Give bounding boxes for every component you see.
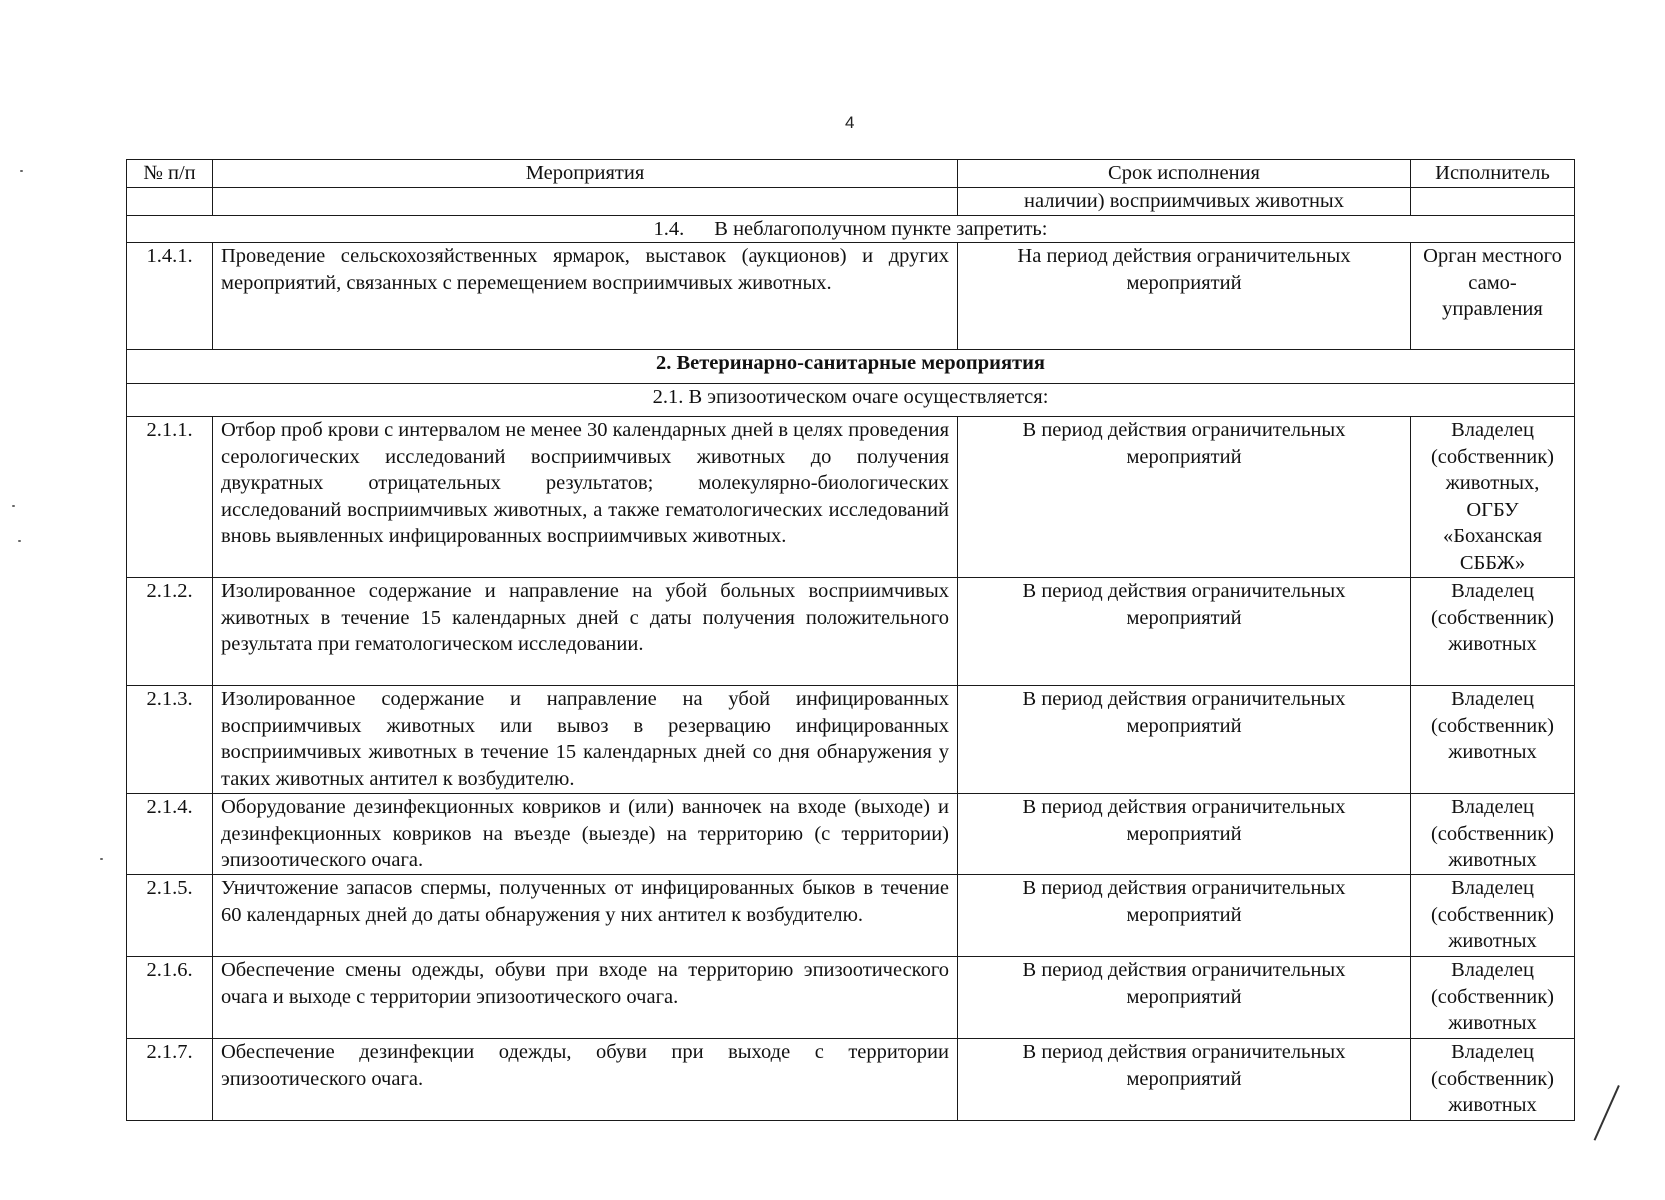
- row-executor: Владелец (собственник) животных, ОГБУ «Боханская СББЖ»: [1411, 417, 1575, 578]
- page-number: 4: [845, 113, 855, 132]
- row-term: В период действия ограничительных мероприятий: [958, 875, 1411, 957]
- measures-table: [126, 159, 1575, 1121]
- row-executor: Владелец (собственник) животных: [1411, 875, 1575, 957]
- row-executor: Владелец (собственник) животных: [1411, 578, 1575, 686]
- row-term: В период действия ограничительных мероприятий: [958, 578, 1411, 686]
- scan-speck: [100, 858, 103, 860]
- table-row: [127, 875, 1575, 957]
- row-executor: Орган местного само-управления: [1411, 243, 1575, 350]
- table-row: [127, 686, 1575, 794]
- row-number: 2.1.2.: [127, 578, 213, 686]
- row-number: 2.1.5.: [127, 875, 213, 957]
- section-1-4-row: [127, 215, 1575, 243]
- row-number: 2.1.7.: [127, 1039, 213, 1121]
- row-executor: Владелец (собственник) животных: [1411, 1039, 1575, 1121]
- row-number: 2.1.4.: [127, 794, 213, 875]
- row-number: 1.4.1.: [127, 243, 213, 350]
- row-activity: Обеспечение смены одежды, обуви при входе на территорию эпизоотического очага и выходе с территории эпизоотического очага.: [213, 957, 958, 1039]
- table-row: [127, 417, 1575, 578]
- section-2-row: [127, 350, 1575, 384]
- header-num: № п/п: [127, 160, 213, 188]
- section-2-1-heading: 2.1. В эпизоотическом очаге осуществляется:: [127, 384, 1575, 417]
- continuation-row: [127, 188, 1575, 216]
- row-executor: Владелец (собственник) животных: [1411, 686, 1575, 794]
- table-row: [127, 1039, 1575, 1121]
- row-term: На период действия ограничительных мероприятий: [958, 243, 1411, 350]
- table-row: [127, 578, 1575, 686]
- section-1-4-number: 1.4.: [653, 217, 685, 240]
- continuation-term: наличии) восприимчивых животных: [958, 188, 1411, 216]
- table-header-row: [127, 160, 1575, 188]
- continuation-executor-cell: [1411, 188, 1575, 216]
- row-activity: Уничтожение запасов спермы, полученных от инфицированных быков в течение 60 календарных дней до даты обнаружения у них антител к возбудителю.: [213, 875, 958, 957]
- scan-speck: [20, 170, 23, 172]
- section-1-4-title: В неблагополучном пункте запретить:: [714, 217, 1048, 240]
- table-row: [127, 794, 1575, 875]
- section-1-4-heading: [127, 215, 1575, 243]
- row-activity: Отбор проб крови с интервалом не менее 30 календарных дней в целях проведения серологических исследований восприимчивых животных до получения двукратных отрицательных результатов; молекулярно-биологических исследований восприимчивых животных, а также гематологических исследований вновь выявленных инфицированных восприимчивых животных.: [213, 417, 958, 578]
- section-2-heading: 2. Ветеринарно-санитарные мероприятия: [127, 350, 1575, 384]
- continuation-num-cell: [127, 188, 213, 216]
- table-row: [127, 957, 1575, 1039]
- continuation-activity-cell: [213, 188, 958, 216]
- pen-stroke-mark: [1594, 1085, 1620, 1141]
- row-activity: Изолированное содержание и направление на убой инфицированных восприимчивых животных или вывоз в резервацию инфицированных восприимчивых животных в течение 15 календарных дней со дня обнаружения у таких животных антител к возбудителю.: [213, 686, 958, 794]
- row-number: 2.1.1.: [127, 417, 213, 578]
- header-activity: Мероприятия: [213, 160, 958, 188]
- row-activity: Оборудование дезинфекционных ковриков и (или) ванночек на входе (выходе) и дезинфекционных ковриков на въезде (выезде) на территорию (с территории) эпизоотического очага.: [213, 794, 958, 875]
- row-term: В период действия ограничительных мероприятий: [958, 417, 1411, 578]
- table-row: [127, 243, 1575, 350]
- row-term: В период действия ограничительных мероприятий: [958, 957, 1411, 1039]
- row-activity: Проведение сельскохозяйственных ярмарок, выставок (аукционов) и других мероприятий, связанных с перемещением восприимчивых животных.: [213, 243, 958, 350]
- row-number: 2.1.6.: [127, 957, 213, 1039]
- row-executor: Владелец (собственник) животных: [1411, 794, 1575, 875]
- section-2-1-row: [127, 384, 1575, 417]
- row-number: 2.1.3.: [127, 686, 213, 794]
- header-term: Срок исполнения: [958, 160, 1411, 188]
- row-term: В период действия ограничительных мероприятий: [958, 686, 1411, 794]
- row-executor: Владелец (собственник) животных: [1411, 957, 1575, 1039]
- scan-speck: [12, 505, 15, 507]
- row-term: В период действия ограничительных мероприятий: [958, 794, 1411, 875]
- row-activity: Изолированное содержание и направление на убой больных восприимчивых животных в течение 15 календарных дней с даты получения положительного результата при гематологическом исследовании.: [213, 578, 958, 686]
- scan-speck: [18, 540, 21, 542]
- row-term: В период действия ограничительных мероприятий: [958, 1039, 1411, 1121]
- header-executor: Исполнитель: [1411, 160, 1575, 188]
- row-activity: Обеспечение дезинфекции одежды, обуви при выходе с территории эпизоотического очага.: [213, 1039, 958, 1121]
